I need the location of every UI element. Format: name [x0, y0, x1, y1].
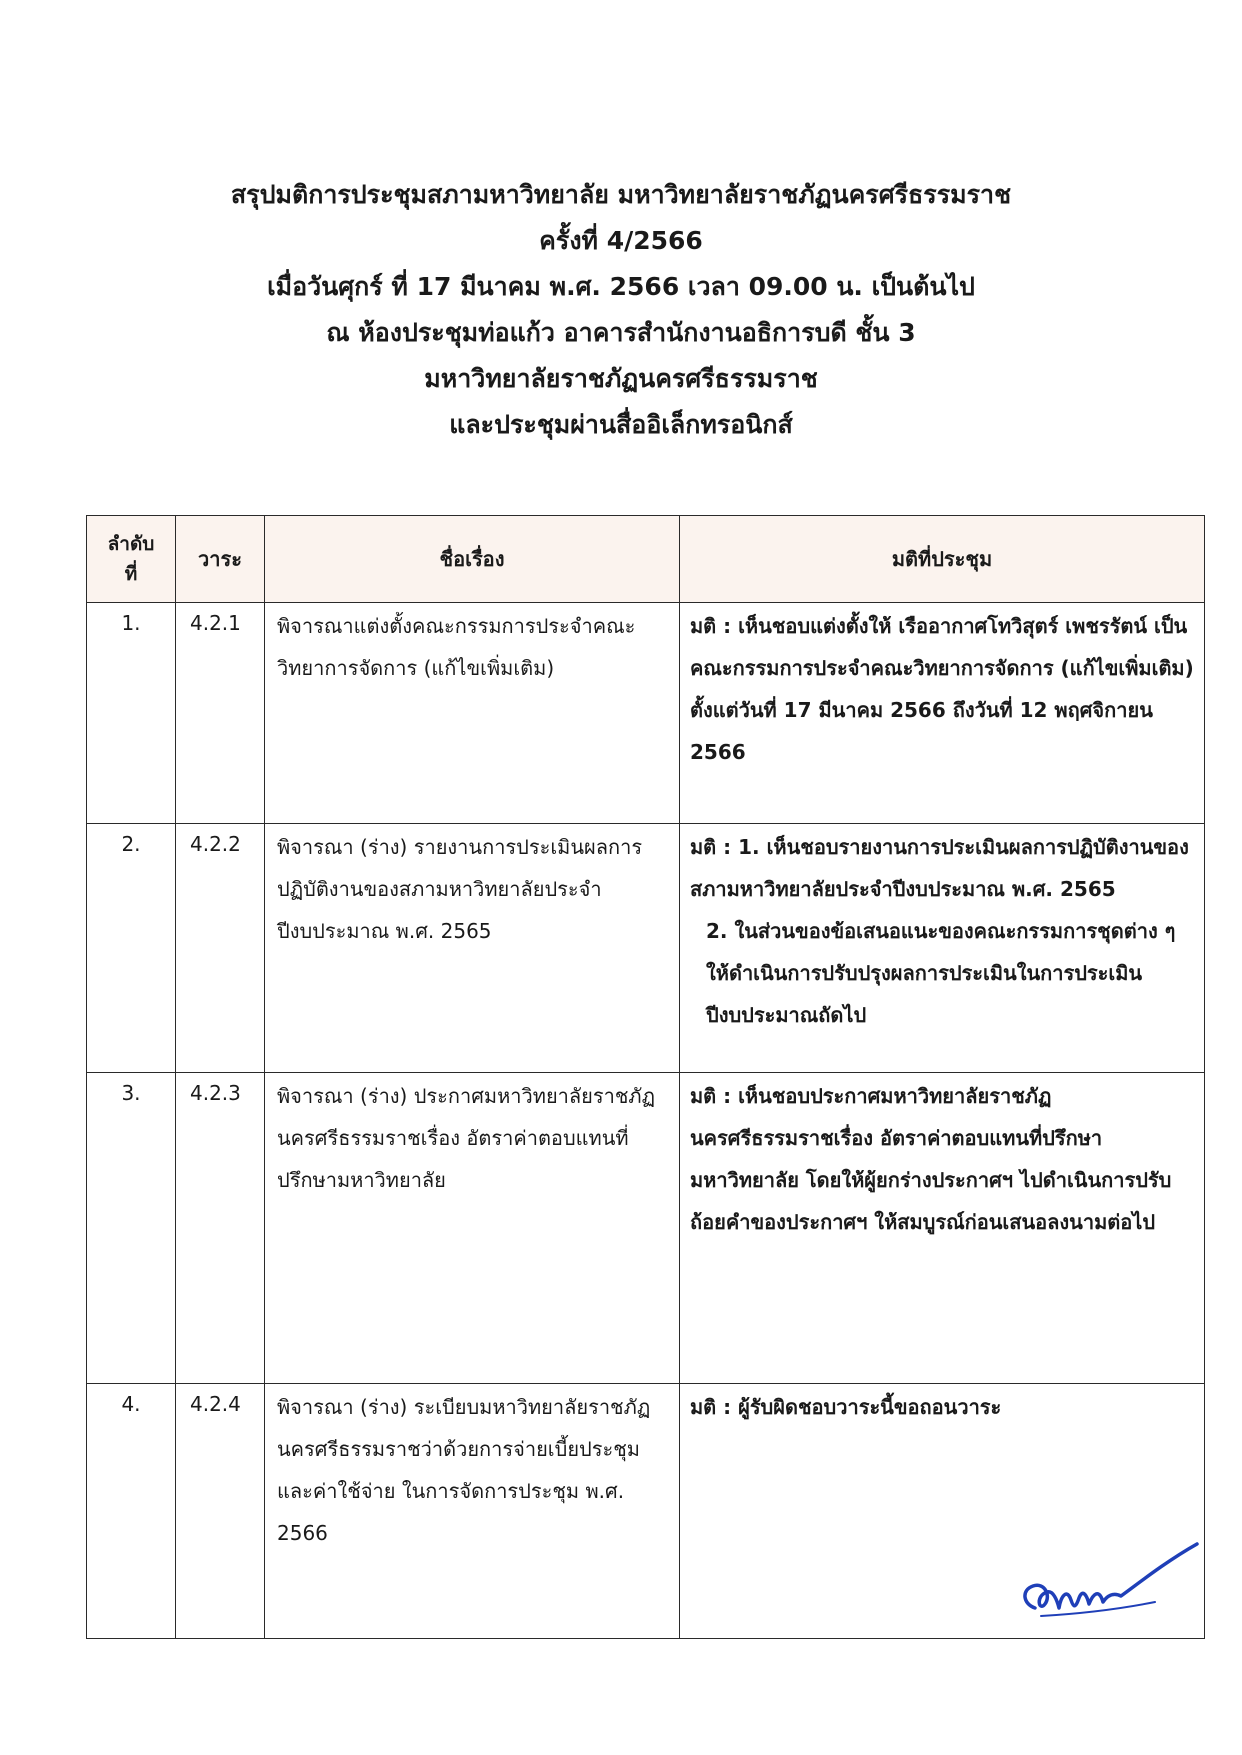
resolution-text: มติ : เห็นชอบประกาศมหาวิทยาลัยราชภัฏนครศรีธรรมราชเรื่อง อัตราค่าตอบแทนที่ปรึกษามหาวิทยาลัย โดยให้ผู้ยกร่างประกาศฯ ไปดำเนินการปรับถ้อยคำของประกาศฯ ให้สมบูรณ์ก่อนเสนอลงนามต่อไป: [690, 1084, 1172, 1234]
table-header-row: [87, 516, 1205, 603]
row-agenda: 4.2.2: [176, 824, 265, 1073]
row-resolution: [680, 1073, 1205, 1384]
table-row: [87, 1073, 1205, 1384]
resolutions-table: [86, 515, 1205, 1639]
row-no: 4.: [87, 1384, 176, 1639]
table-row: [87, 603, 1205, 824]
signature-icon: [1005, 1530, 1205, 1630]
column-header-resolution: มติที่ประชุม: [680, 516, 1205, 603]
table-row: [87, 824, 1205, 1073]
row-topic: พิจารณา (ร่าง) ประกาศมหาวิทยาลัยราชภัฏนครศรีธรรมราชเรื่อง อัตราค่าตอบแทนที่ปรึกษามหาวิทยาลัย: [265, 1073, 680, 1384]
row-agenda: 4.2.3: [176, 1073, 265, 1384]
column-header-agenda: วาระ: [176, 516, 265, 603]
column-header-topic: ชื่อเรื่อง: [265, 516, 680, 603]
row-topic: พิจารณาแต่งตั้งคณะกรรมการประจำคณะวิทยาการจัดการ (แก้ไขเพิ่มเติม): [265, 603, 680, 824]
resolution-text-2: 2. ในส่วนของข้อเสนอแนะของคณะกรรมการชุดต่าง ๆ ให้ดำเนินการปรับปรุงผลการประเมินในการประเมินปีงบประมาณถัดไป: [706, 919, 1176, 1027]
row-no: 1.: [87, 603, 176, 824]
header-title: สรุปมติการประชุมสภามหาวิทยาลัย มหาวิทยาลัยราชภัฏนครศรีธรรมราช: [230, 180, 1012, 209]
header-venue: ณ ห้องประชุมท่อแก้ว อาคารสำนักงานอธิการบดี ชั้น 3: [326, 318, 916, 347]
row-no: 3.: [87, 1073, 176, 1384]
resolution-text: มติ : ผู้รับผิดชอบวาระนี้ขอถอนวาระ: [690, 1395, 1002, 1419]
header-university: มหาวิทยาลัยราชภัฏนครศรีธรรมราช: [424, 364, 818, 393]
header-date: เมื่อวันศุกร์ ที่ 17 มีนาคม พ.ศ. 2566 เวลา 09.00 น. เป็นต้นไป: [267, 272, 975, 301]
row-agenda: 4.2.1: [176, 603, 265, 824]
header-online: และประชุมผ่านสื่ออิเล็กทรอนิกส์: [449, 410, 793, 439]
document-header: [0, 172, 1242, 448]
resolution-text: มติ : 1. เห็นชอบรายงานการประเมินผลการปฏิบัติงานของสภามหาวิทยาลัยประจำปีงบประมาณ พ.ศ. 2565: [690, 835, 1189, 901]
row-resolution: [680, 603, 1205, 824]
resolution-text: มติ : เห็นชอบแต่งตั้งให้ เรืออากาศโทวิสุตร์ เพชรรัตน์ เป็นคณะกรรมการประจำคณะวิทยาการจัดการ (แก้ไขเพิ่มเติม) ตั้งแต่วันที่ 17 มีนาคม 2566 ถึงวันที่ 12 พฤศจิกายน 2566: [690, 614, 1194, 764]
row-agenda: 4.2.4: [176, 1384, 265, 1639]
row-no: 2.: [87, 824, 176, 1073]
row-resolution: [680, 824, 1205, 1073]
row-topic: พิจารณา (ร่าง) รายงานการประเมินผลการปฏิบัติงานของสภามหาวิทยาลัยประจำปีงบประมาณ พ.ศ. 2565: [265, 824, 680, 1073]
column-header-no: ลำดับ ที่: [87, 516, 176, 603]
row-topic: พิจารณา (ร่าง) ระเบียบมหาวิทยาลัยราชภัฏนครศรีธรรมราชว่าด้วยการจ่ายเบี้ยประชุมและค่าใช้จ่าย ในการจัดการประชุม พ.ศ. 2566: [265, 1384, 680, 1639]
header-session: ครั้งที่ 4/2566: [539, 226, 703, 255]
